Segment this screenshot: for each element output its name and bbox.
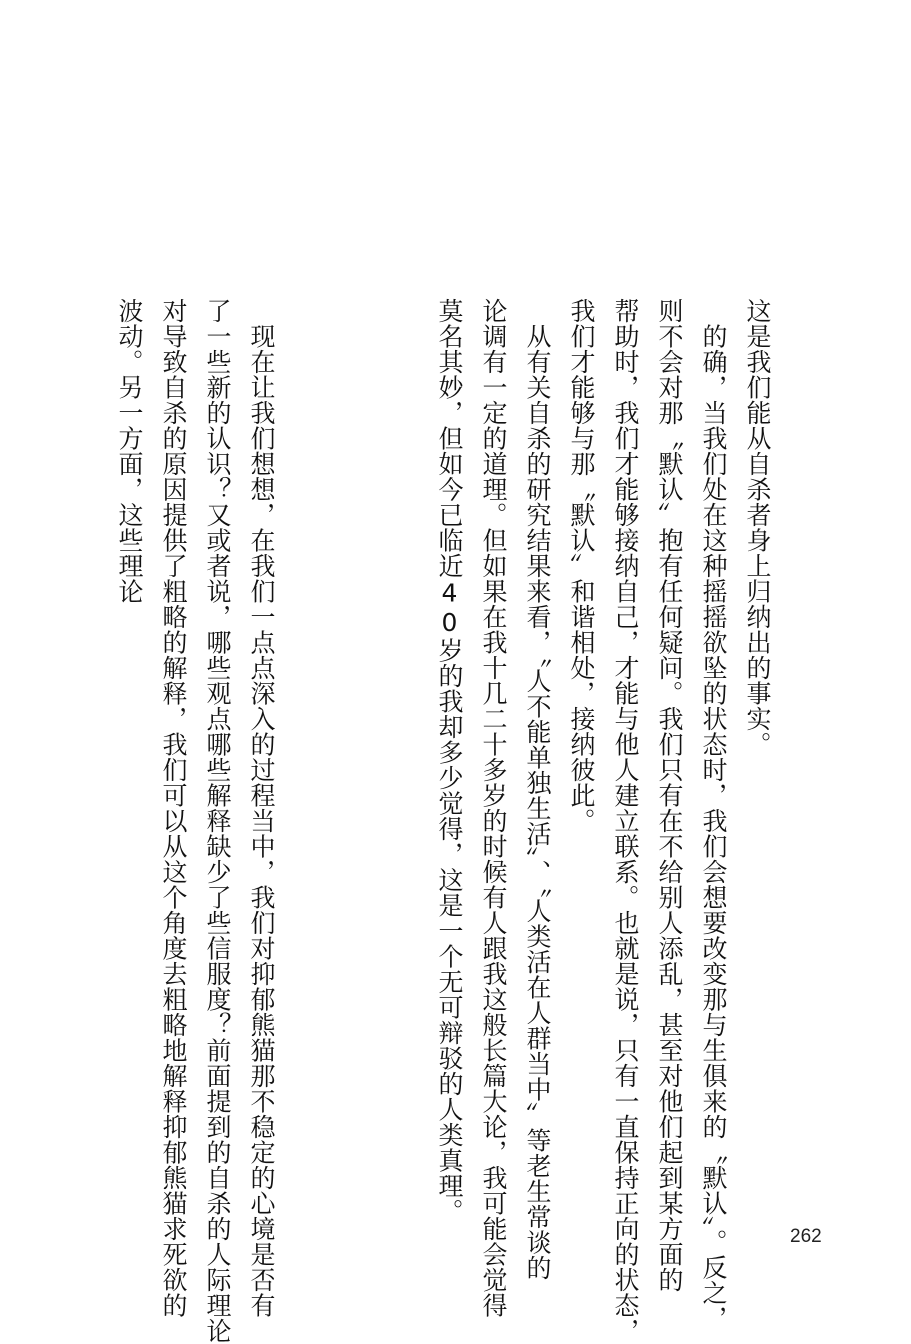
text-column-7: 论调有一定的道理。但如果在我十几二十多岁的时候有人跟我这般长篇大论，我可能会觉得 [479, 298, 508, 1318]
text-column-2: 的确，当我们处在这种摇摇欲坠的状态时，我们会想要改变那与生俱来的〝默认〞。反之， [699, 298, 728, 1331]
text-column-12: 波动。另一方面，这些理论 [115, 298, 144, 604]
text-column-10: 了一些新的认识？又或者说，哪些观点哪些解释缺少了些信服度？前面提到的自杀的人际理论 [203, 298, 232, 1344]
page-number: 262 [790, 1226, 822, 1247]
text-column-11: 对导致自杀的原因提供了粗略的解释，我们可以从这个角度去粗略地解释抑郁熊猫求死欲的 [159, 298, 188, 1318]
text-column-8: 莫名其妙，但如今已临近40岁的我却多少觉得，这是一个无可辩驳的人类真理。 [435, 298, 464, 1224]
text-column-1: 这是我们能从自杀者身上归纳出的事实。 [743, 298, 772, 757]
text-column-5: 我们才能够与那〝默认〞和谐相处，接纳彼此。 [567, 298, 596, 834]
text-column-4: 帮助时，我们才能够接纳自己，才能与他人建立联系。也就是说，只有一直保持正向的状态， [611, 298, 640, 1344]
text-column-9: 现在让我们想想，在我们一点点深入的过程当中，我们对抑郁熊猫那不稳定的心境是否有 [247, 298, 276, 1318]
text-column-6: 从有关自杀的研究结果来看，〝人不能单独生活〞、〝人类活在人群当中〞等老生常谈的 [523, 298, 552, 1281]
text-column-3: 则不会对那〝默认〞抱有任何疑问。我们只有在不给别人添乱，甚至对他们起到某方面的 [655, 298, 684, 1293]
